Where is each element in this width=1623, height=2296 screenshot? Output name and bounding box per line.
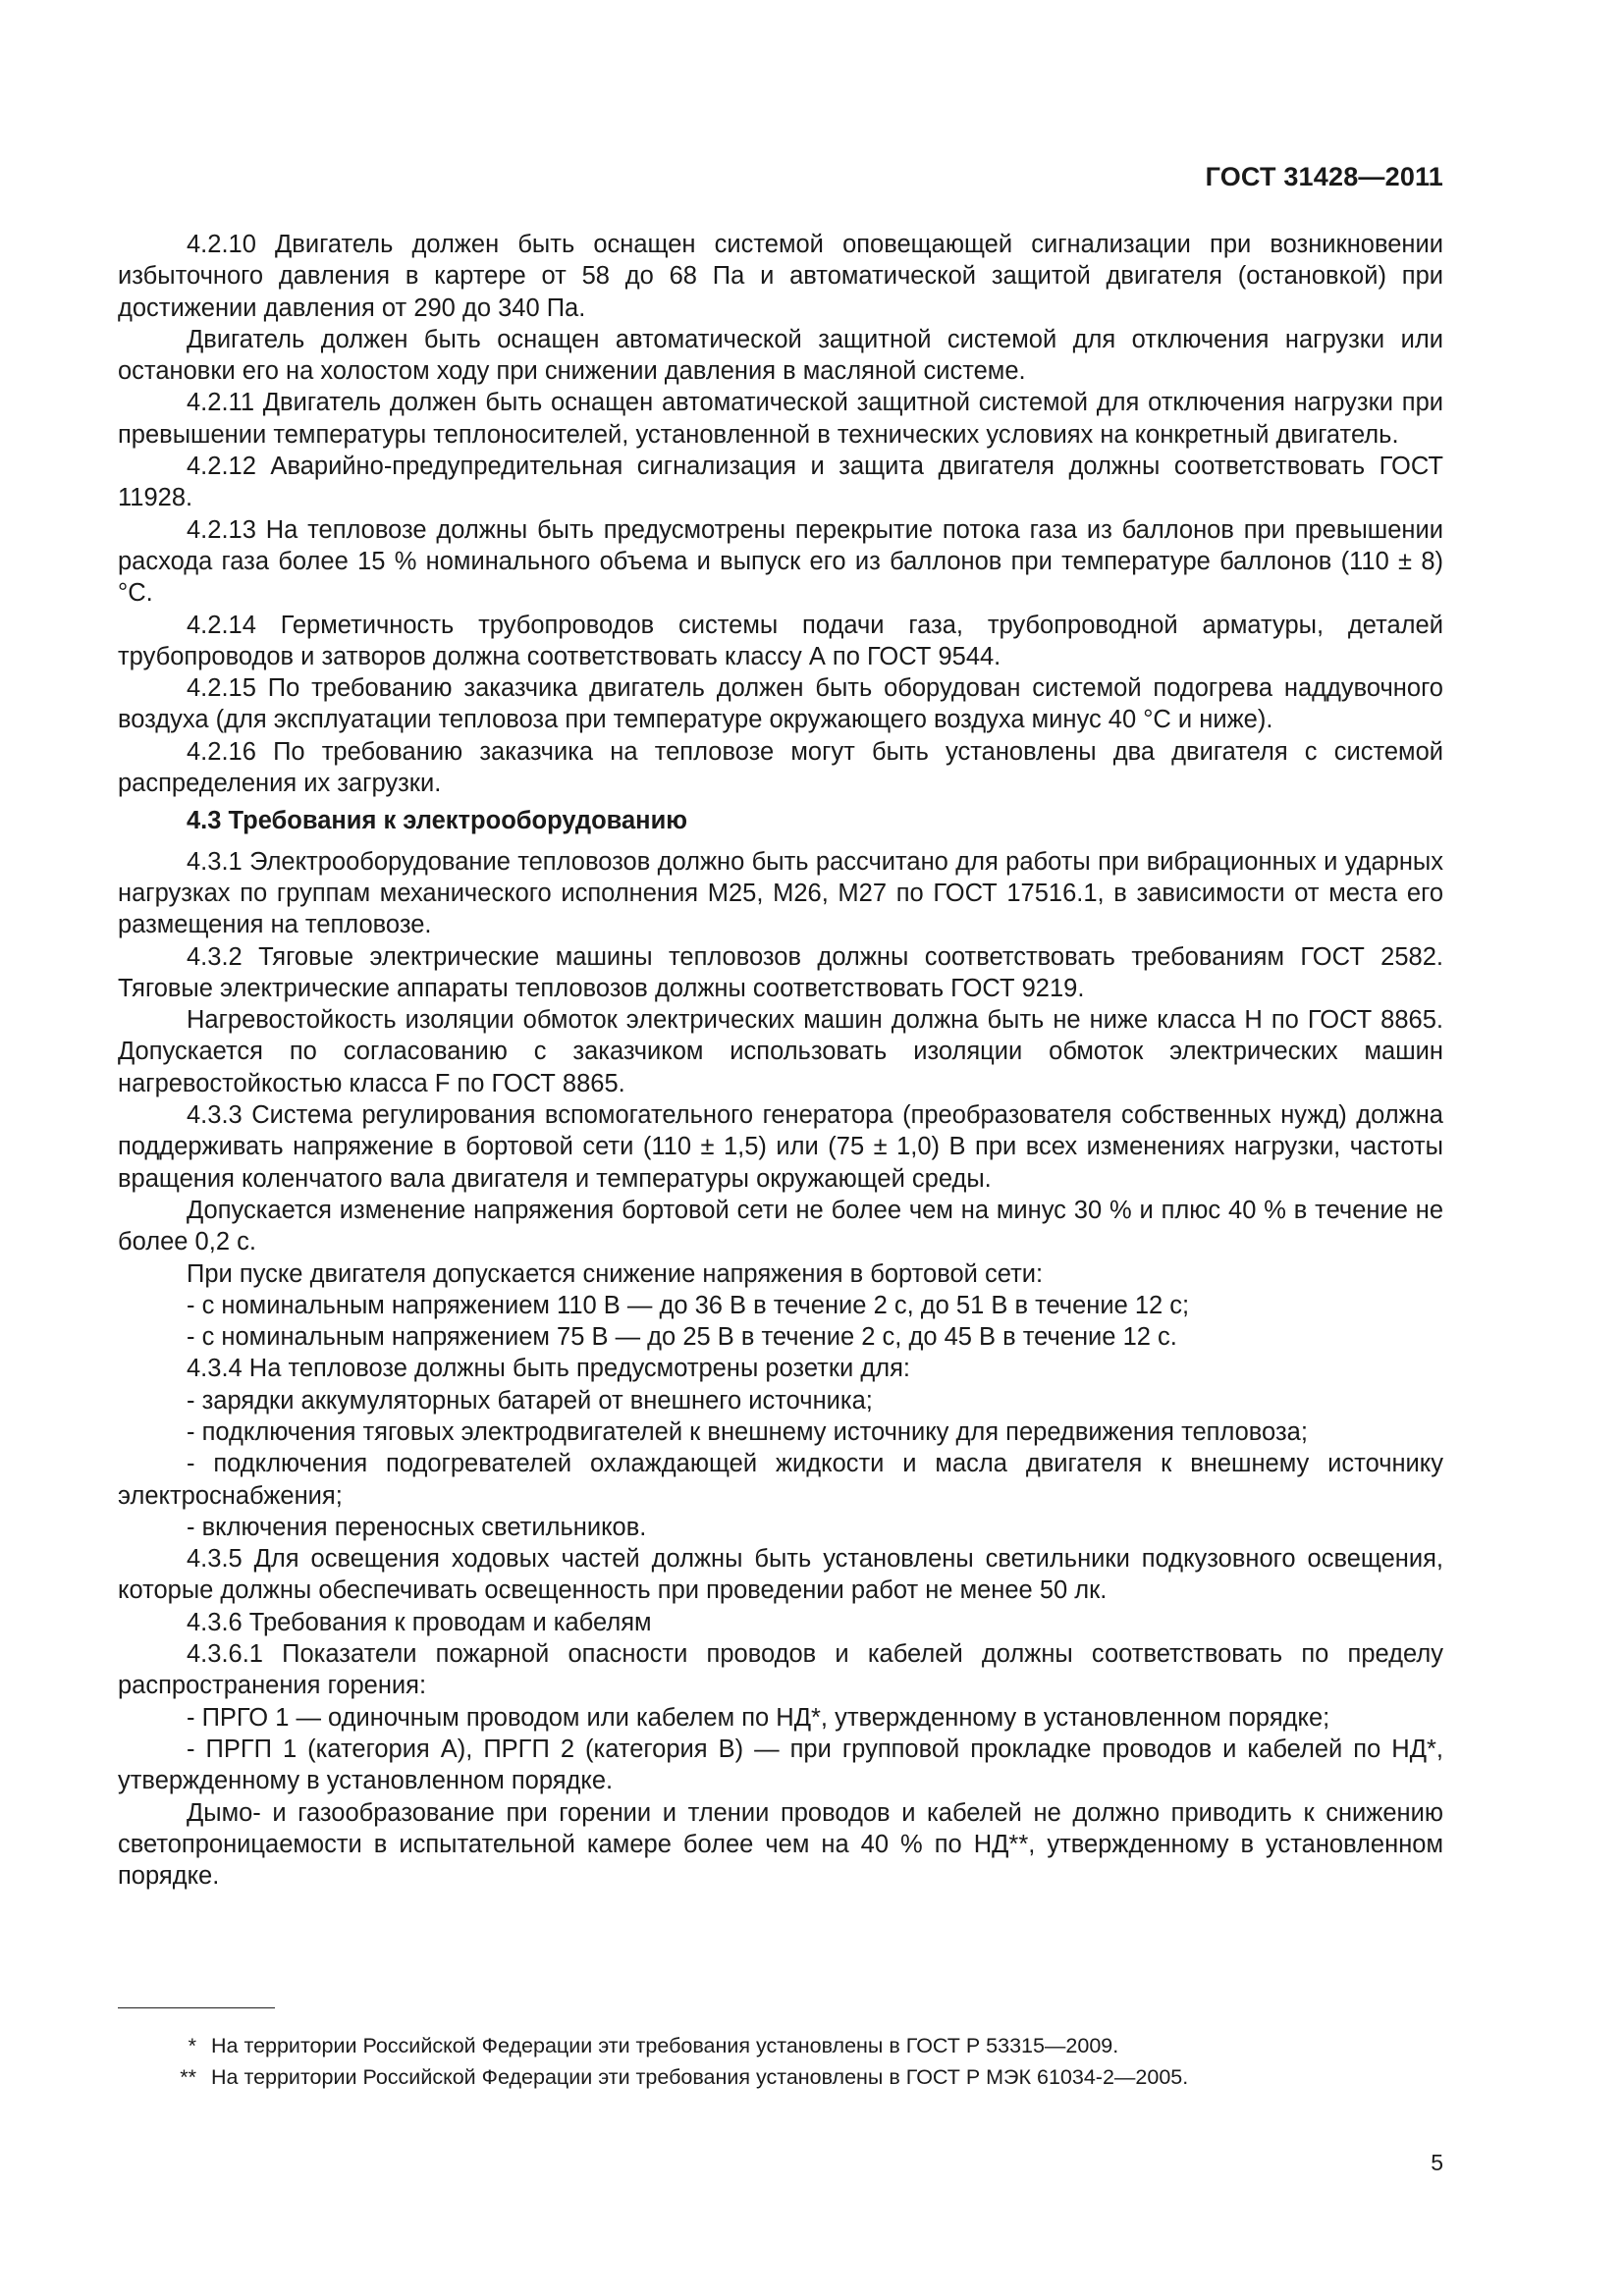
paragraph: - ПРГО 1 — одиночным проводом или кабелем по НД*, утвержденному в установленном порядке; bbox=[187, 1703, 1330, 1732]
paragraph: 4.3.6 Требования к проводам и кабелям bbox=[187, 1608, 652, 1636]
paragraph: 4.2.16 По требованию заказчика на тепловозе могут быть установлены два двигателя с системой распределения их загрузки. bbox=[118, 737, 1443, 798]
footnote-mark: * bbox=[188, 2034, 196, 2057]
paragraph: 4.2.10 Двигатель должен быть оснащен системой оповещающей сигнализации при возникновении избыточного давления в картере от 58 до 68 Па и автоматической защитой двигателя (остановкой) при достижении давления от 290 до 340 Па. bbox=[118, 231, 1443, 322]
page-number: 5 bbox=[1431, 2150, 1443, 2175]
footnote-separator bbox=[118, 2007, 275, 2008]
paragraph: 4.3.1 Электрооборудование тепловозов должно быть рассчитано для работы при вибрационных и ударных нагрузках по группам механического исполнения М25, М26, М27 по ГОСТ 17516.1, в зависимости от места его размещения на тепловозе. bbox=[118, 847, 1443, 939]
paragraph: 4.3.3 Система регулирования вспомогательного генератора (преобразователя собственных нужд) должна поддерживать напряжение в бортовой сети (110 ± 1,5) или (75 ± 1,0) В при всех изменениях нагрузки, частоты вращения коленчатого вала двигателя и температуры окружающей среды. bbox=[118, 1101, 1443, 1193]
paragraph: 4.2.15 По требованию заказчика двигатель должен быть оборудован системой подогрева наддувочного воздуха (для эксплуатации тепловоза при температуре окружающего воздуха минус 40 °С и ниже). bbox=[118, 674, 1443, 734]
paragraph: 4.3.4 На тепловозе должны быть предусмотрены розетки для: bbox=[187, 1355, 910, 1383]
section-heading: 4.3 Требования к электрооборудованию bbox=[187, 807, 688, 835]
paragraph: - с номинальным напряжением 75 В — до 25 В в течение 2 с, до 45 В в течение 12 с. bbox=[187, 1323, 1177, 1352]
paragraph: 4.2.14 Герметичность трубопроводов системы подачи газа, трубопроводной арматуры, деталей трубопроводов и затворов должна соответствовать классу А по ГОСТ 9544. bbox=[118, 611, 1443, 670]
paragraph: - включения переносных светильников. bbox=[187, 1513, 647, 1541]
paragraph: 4.2.13 На тепловозе должны быть предусмотрены перекрытие потока газа из баллонов при превышении расхода газа более 15 % номинального объема и выпуск его из баллонов при температуре баллонов (110 ± 8) °С. bbox=[118, 515, 1443, 608]
paragraph: Допускается изменение напряжения бортовой сети не более чем на минус 30 % и плюс 40 % в течение не более 0,2 с. bbox=[118, 1196, 1443, 1256]
footnote-mark: ** bbox=[180, 2065, 196, 2089]
footnote bbox=[118, 2030, 1443, 2061]
footnote bbox=[118, 2061, 1443, 2093]
document-body bbox=[118, 229, 1443, 1892]
paragraph: - ПРГП 1 (категория А), ПРГП 2 (категория В) — при групповой прокладке проводов и кабелей по НД*, утвержденному в установленном порядке. bbox=[118, 1735, 1443, 1795]
paragraph: 4.2.11 Двигатель должен быть оснащен автоматической защитной системой для отключения нагрузки при превышении температуры теплоносителей, установленной в технических условиях на конкретный двигатель. bbox=[118, 389, 1443, 449]
paragraph: - зарядки аккумуляторных батарей от внешнего источника; bbox=[187, 1386, 873, 1415]
paragraph: 4.2.12 Аварийно-предупредительная сигнализация и защита двигателя должны соответствовать ГОСТ 11928. bbox=[118, 453, 1443, 512]
paragraph: - с номинальным напряжением 110 В — до 36 В в течение 2 с, до 51 В в течение 12 с; bbox=[187, 1291, 1190, 1319]
paragraph: Двигатель должен быть оснащен автоматической защитной системой для отключения нагрузки или остановки его на холостом ходу при снижении давления в масляной системе. bbox=[118, 325, 1443, 386]
paragraph: При пуске двигателя допускается снижение напряжения в бортовой сети: bbox=[187, 1259, 1044, 1288]
footnote-text: На территории Российской Федерации эти требования установлены в ГОСТ Р 53315—2009. bbox=[211, 2034, 1119, 2057]
footnote-text: На территории Российской Федерации эти требования установлены в ГОСТ Р МЭК 61034-2—2005. bbox=[211, 2065, 1189, 2089]
paragraph: Дымо- и газообразование при горении и тлении проводов и кабелей не должно приводить к снижению светопроницаемости в испытательной камере более чем на 40 % по НД**, утвержденному в установленном порядке. bbox=[118, 1798, 1443, 1891]
footnotes bbox=[118, 2030, 1443, 2093]
paragraph: - подключения тяговых электродвигателей к внешнему источнику для передвижения тепловоза; bbox=[187, 1417, 1308, 1446]
paragraph: 4.3.5 Для освещения ходовых частей должны быть установлены светильники подкузовного освещения, которые должны обеспечивать освещенность при проведении работ не менее 50 лк. bbox=[118, 1545, 1443, 1605]
standard-header: ГОСТ 31428—2011 bbox=[1205, 162, 1443, 191]
paragraph: 4.3.2 Тяговые электрические машины тепловозов должны соответствовать требованиям ГОСТ 2582. Тяговые электрические аппараты тепловозов должны соответствовать ГОСТ 9219. bbox=[118, 942, 1443, 1002]
paragraph: - подключения подогревателей охлаждающей жидкости и масла двигателя к внешнему источнику электроснабжения; bbox=[118, 1450, 1443, 1510]
paragraph: Нагревостойкость изоляции обмоток электрических машин должна быть не ниже класса Н по ГОСТ 8865. Допускается по согласованию с заказчиком использовать изоляции обмоток электрических машин нагревостойкостью класса F по ГОСТ 8865. bbox=[118, 1006, 1443, 1097]
paragraph: 4.3.6.1 Показатели пожарной опасности проводов и кабелей должны соответствовать по пределу распространения горения: bbox=[118, 1640, 1443, 1700]
